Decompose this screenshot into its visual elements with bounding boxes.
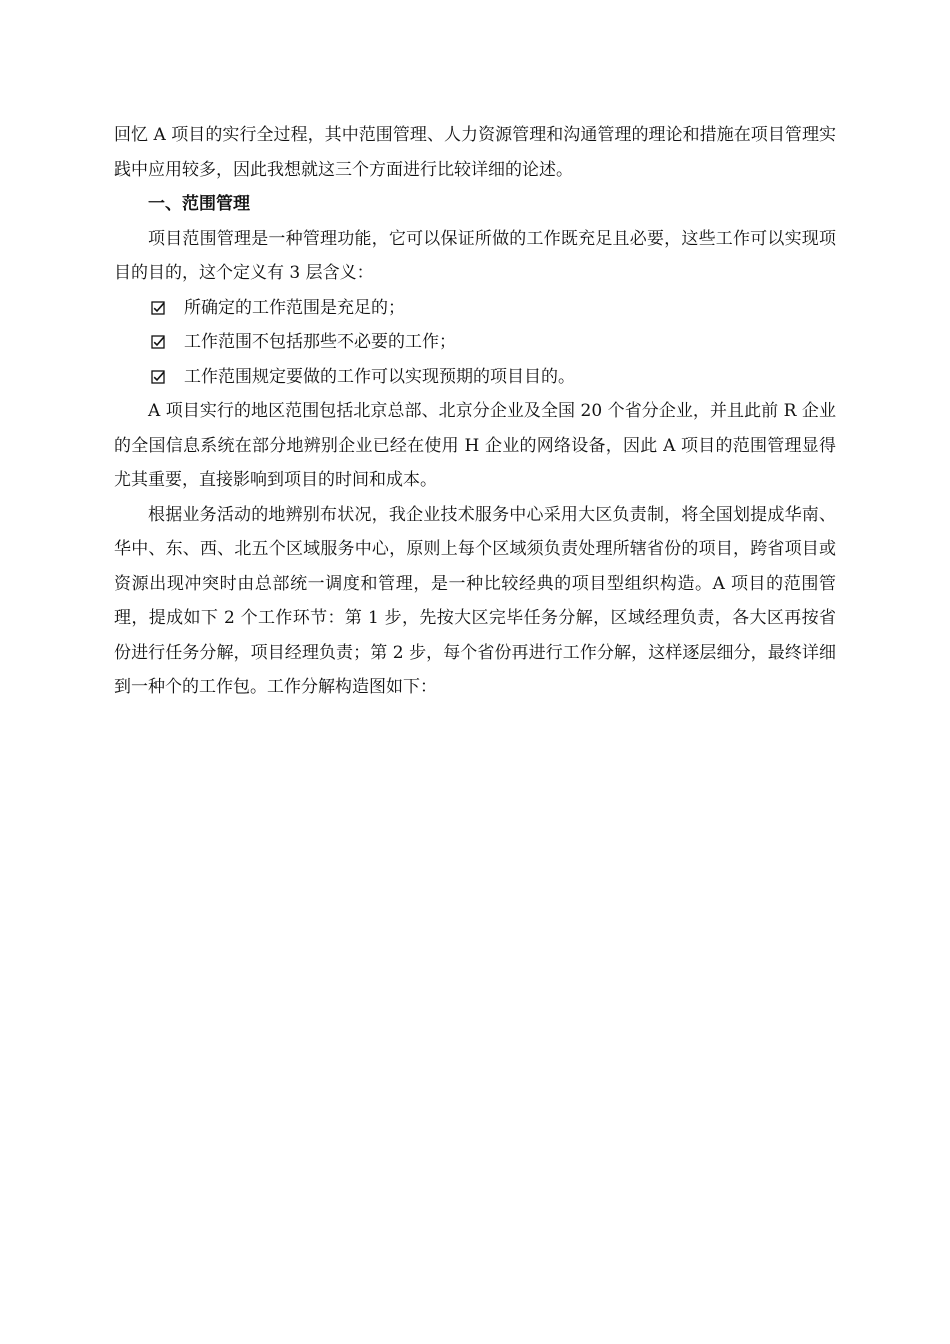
checked-box-icon xyxy=(151,335,165,349)
checked-box-icon xyxy=(151,301,165,315)
checklist-item-text: 工作范围不包括那些不必要的工作； xyxy=(184,332,456,352)
scope-paragraph: A 项目实行的地区范围包括北京总部、北京分企业及全国 20 个省分企业，并且此前 R 企业的全国信息系统在部分地辨别企业已经在使用 H 企业的网络设备，因此 A 项目的范围管理显得尤其重要，直接影响到项目的时间和成本。 xyxy=(114,401,836,490)
definition-paragraph: 项目范围管理是一种管理功能，它可以保证所做的工作既充足且必要，这些工作可以实现项目的目的，这个定义有 3 层含义： xyxy=(114,228,836,283)
structure-paragraph: 根据业务活动的地辨别布状况，我企业技术服务中心采用大区负责制，将全国划提成华南、华中、东、西、北五个区域服务中心，原则上每个区域须负责处理所辖省份的项目，跨省项目或资源出现冲突时由总部统一调度和管理，是一种比较经典的项目型组织构造。A 项目的范围管理，提成如下 2 个工作环节：第 1 步，先按大区完毕任务分解，区域经理负责，各大区再按省份进行任务分解，项目经理负责；第 2 步，每个省份再进行工作分解，这样逐层细分，最终详细到一种个的工作包。工作分解构造图如下： xyxy=(114,504,836,697)
section-heading: 一、范围管理 xyxy=(148,194,250,214)
checked-box-icon xyxy=(151,370,165,384)
checklist-item xyxy=(114,360,836,395)
checklist-item xyxy=(114,325,836,360)
document-body xyxy=(114,118,836,705)
intro-paragraph: 回忆 A 项目的实行全过程，其中范围管理、人力资源管理和沟通管理的理论和措施在项目管理实践中应用较多，因此我想就这三个方面进行比较详细的论述。 xyxy=(114,125,836,180)
checklist-item-text: 工作范围规定要做的工作可以实现预期的项目目的。 xyxy=(184,366,575,387)
checklist-item-text: 所确定的工作范围是充足的； xyxy=(184,297,405,318)
checklist-item xyxy=(114,291,836,326)
